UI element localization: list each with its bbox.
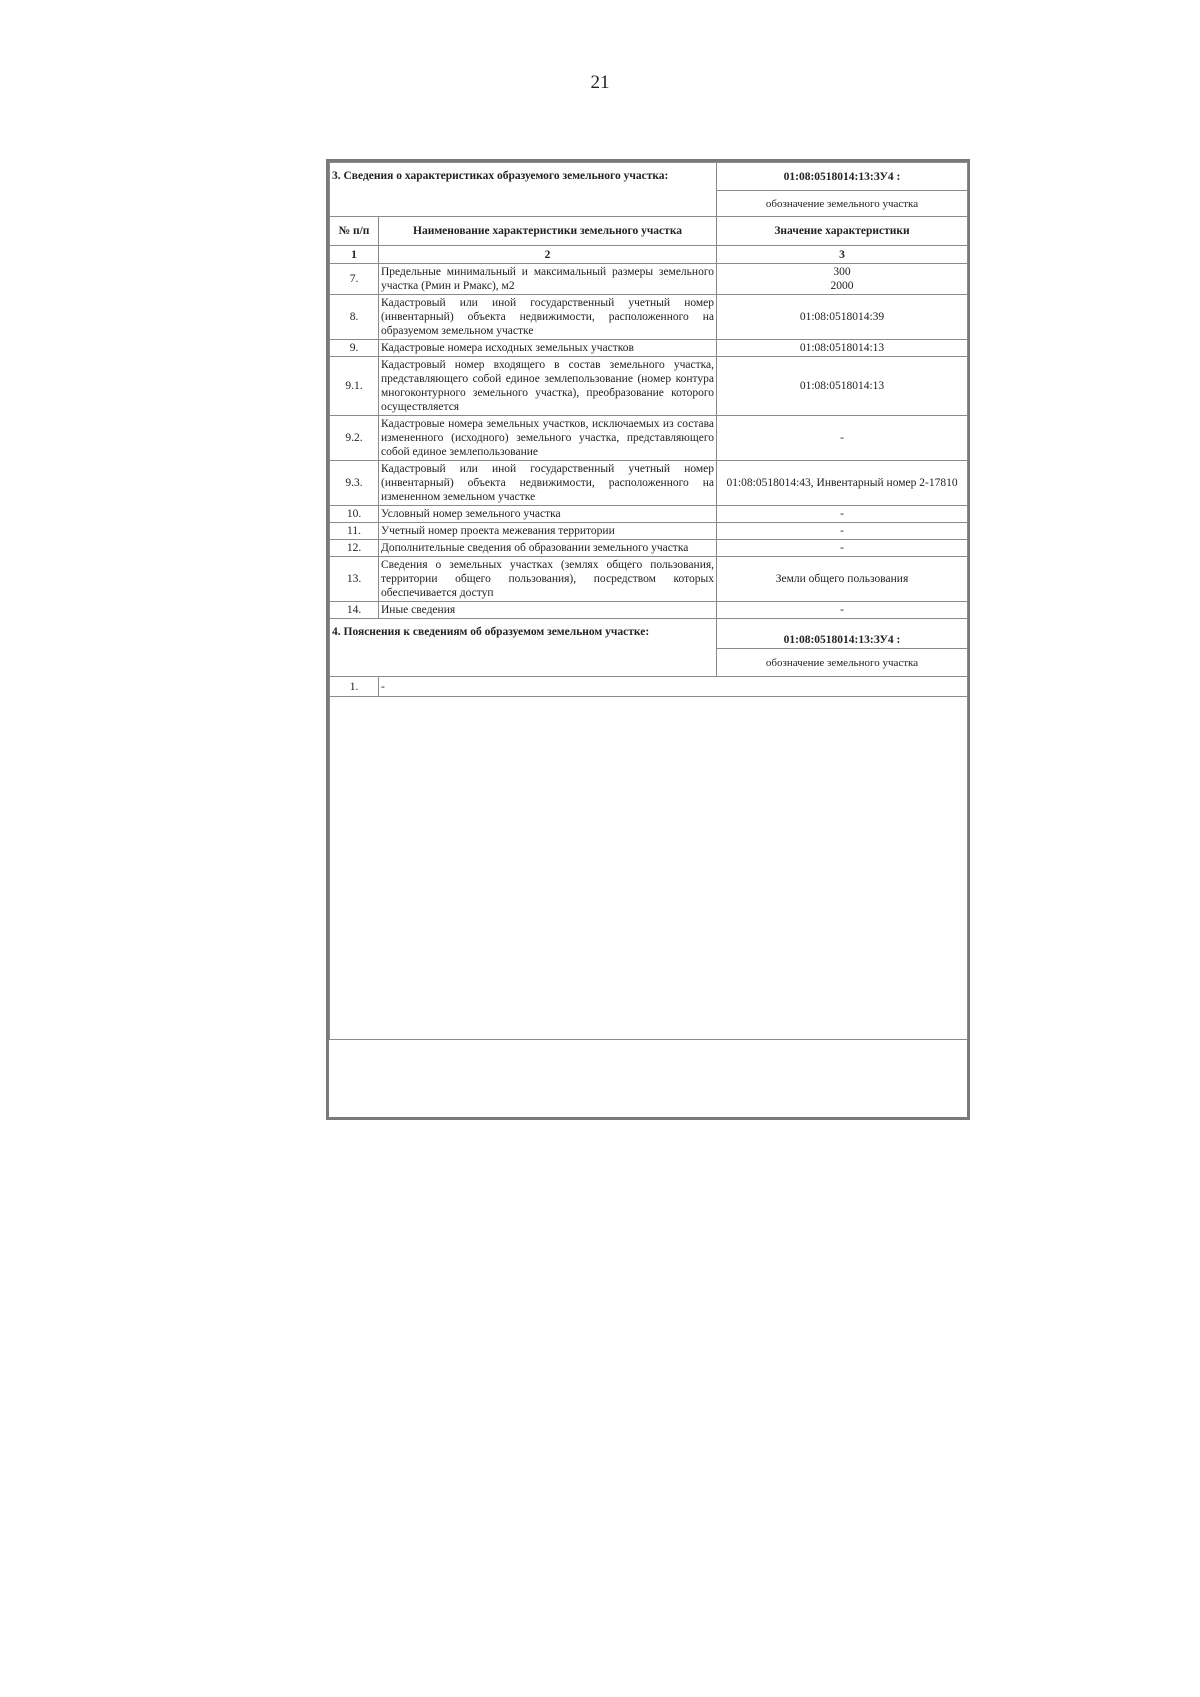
table-row (330, 264, 968, 295)
empty-area (330, 697, 968, 1040)
table-row (330, 416, 968, 461)
section3-title: 3. Сведения о характеристиках образуемого земельного участка: (330, 163, 717, 217)
row-num: 9. (330, 340, 379, 357)
row-name: Иные сведения (379, 602, 717, 619)
section4-title: 4. Пояснения к сведениям об образуемом земельном участке: (330, 619, 717, 677)
row-num: 8. (330, 295, 379, 340)
row-num: 9.2. (330, 416, 379, 461)
table-row (330, 602, 968, 619)
row-name: Учетный номер проекта межевания территории (379, 523, 717, 540)
page-number: 21 (590, 72, 610, 93)
row-value (717, 264, 968, 295)
table-row (330, 540, 968, 557)
row-text: - (379, 677, 968, 697)
header-value: Значение характеристики (717, 217, 968, 246)
row-value-max: 2000 (830, 280, 854, 292)
table-row (330, 506, 968, 523)
row-num: 9.3. (330, 461, 379, 506)
col-number-1: 1 (330, 246, 379, 264)
table-row (330, 357, 968, 416)
row-value: - (717, 523, 968, 540)
row-name: Кадастровые номера земельных участков, исключаемых из состава измененного (исходного) земельного участка, представляющего собой единое землепользование (379, 416, 717, 461)
row-value: 01:08:0518014:39 (717, 295, 968, 340)
header-num: № п/п (330, 217, 379, 246)
row-num: 11. (330, 523, 379, 540)
document-form (326, 159, 970, 1120)
row-value: Земли общего пользования (717, 557, 968, 602)
section3-designation-label: обозначение земельного участка (717, 191, 968, 217)
row-name: Кадастровые номера исходных земельных участков (379, 340, 717, 357)
row-value: - (717, 416, 968, 461)
table-row (330, 677, 968, 697)
row-value: 01:08:0518014:13 (717, 357, 968, 416)
table-row (330, 557, 968, 602)
row-value-min: 300 (833, 266, 851, 278)
row-name: Предельные минимальный и максимальный размеры земельного участка (Pмин и Pмакс), м2 (379, 264, 717, 295)
col-number-3: 3 (717, 246, 968, 264)
row-name: Условный номер земельного участка (379, 506, 717, 523)
table-row (330, 340, 968, 357)
row-num: 12. (330, 540, 379, 557)
section3-designation-value: 01:08:0518014:13:ЗУ4 : (717, 163, 968, 191)
row-num: 9.1. (330, 357, 379, 416)
row-num: 10. (330, 506, 379, 523)
row-value: - (717, 540, 968, 557)
section4-designation-label: обозначение земельного участка (717, 649, 968, 677)
row-value: - (717, 602, 968, 619)
row-num: 13. (330, 557, 379, 602)
header-name: Наименование характеристики земельного участка (379, 217, 717, 246)
col-number-2: 2 (379, 246, 717, 264)
table-row (330, 461, 968, 506)
row-name: Кадастровый или иной государственный учетный номер (инвентарный) объекта недвижимости, расположенного на измененном земельном участке (379, 461, 717, 506)
row-name: Кадастровый или иной государственный учетный номер (инвентарный) объекта недвижимости, расположенного на образуемом земельном участке (379, 295, 717, 340)
table-row (330, 295, 968, 340)
table-row (330, 523, 968, 540)
row-value: 01:08:0518014:13 (717, 340, 968, 357)
row-name: Кадастровый номер входящего в состав земельного участка, представляющего собой единое землепользование (номер контура многоконтурного земельного участка), преобразование которого осуществляется (379, 357, 717, 416)
row-num: 1. (330, 677, 379, 697)
row-num: 14. (330, 602, 379, 619)
section4-designation-value: 01:08:0518014:13:ЗУ4 : (717, 619, 968, 649)
row-value: - (717, 506, 968, 523)
row-name: Сведения о земельных участках (землях общего пользования, территории общего пользования), посредством которых обеспечивается доступ (379, 557, 717, 602)
row-value: 01:08:0518014:43, Инвентарный номер 2-17810 (717, 461, 968, 506)
row-num: 7. (330, 264, 379, 295)
section3-table (329, 162, 968, 1040)
row-name: Дополнительные сведения об образовании земельного участка (379, 540, 717, 557)
